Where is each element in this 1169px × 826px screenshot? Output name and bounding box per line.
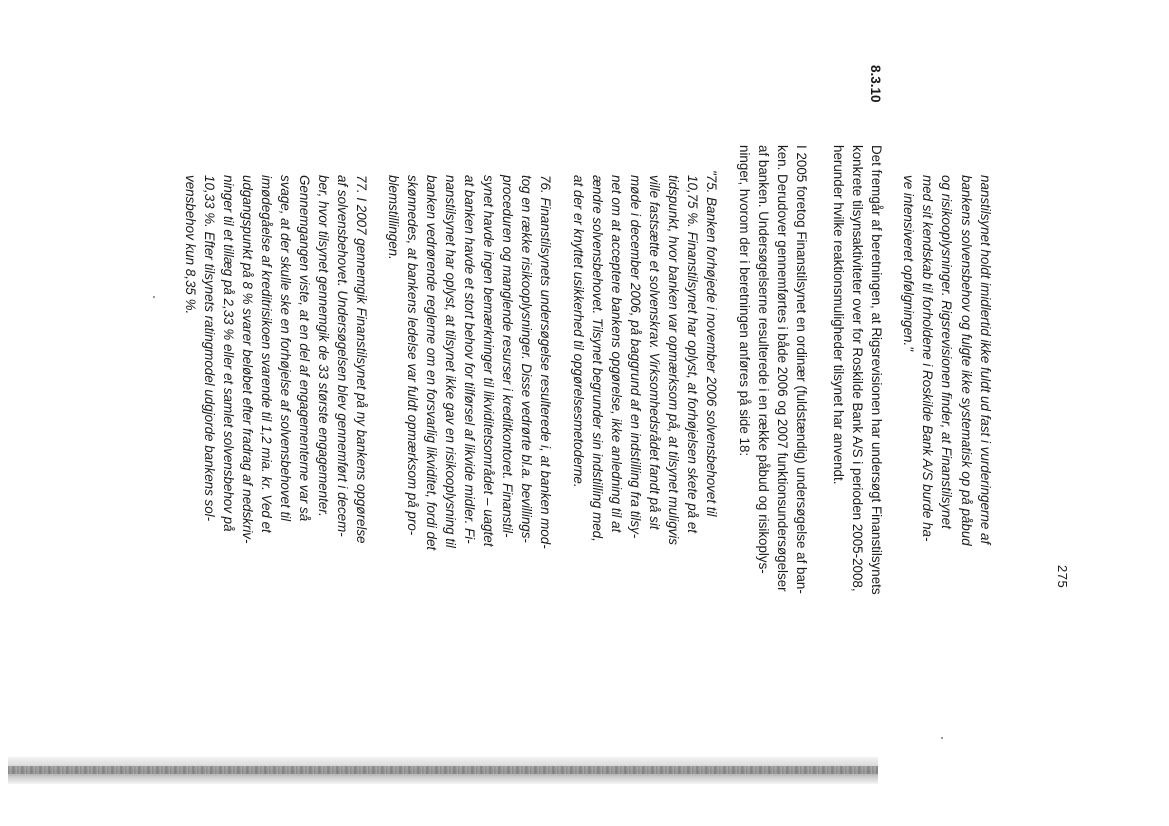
quote-77-line: ninger til et tillæg på 2,33 % eller et samlet solvensbehov på	[221, 175, 236, 532]
quote-75-line: ændre solvensbehovet. Tilsynet begrunder sin indstilling med,	[590, 175, 605, 542]
quote-77-line: vensbehov kun 8,35 %.	[183, 175, 198, 315]
quote-75-line: "75. Banken forhøjede i november 2006 solvensbehovet til	[704, 170, 719, 517]
scan-speck	[153, 296, 155, 298]
quote-76-line: at banken havde et stort behov for tilførsel af likvide midler. Fi-	[462, 175, 477, 544]
paragraph-1-line: herunder hvilke reaktionsmuligheder tilsynet har anvendt.	[831, 145, 846, 485]
quote-75-line: 10,75 %. Finanstilsynet har oplyst, at forhøjelsen skete på et	[685, 175, 700, 534]
quote-76-line: tog en række risikooplysninger. Disse vedrørte bl.a. bevillings-	[519, 175, 534, 543]
quote-75-line: ville fastsætte et solvenskrav. Virksomhedsrådet fandt på sit	[647, 175, 662, 530]
quote-77-line: 10,33 %. Efter tilsynets ratingmodel udgjorde bankens sol-	[202, 175, 217, 522]
scan-speck	[941, 737, 943, 739]
quote-77-line: svage, at der skulle ske en forhøjelse af solvensbehovet til	[278, 175, 293, 522]
quote-77-line: af solvensbehovet. Undersøgelsen blev gennemført i decem-	[335, 175, 350, 537]
paragraph-2-line: af banken. Undersøgelserne resulterede i en række påbud og risikoplys-	[756, 145, 771, 574]
intro-quote-line: bankens solvensbehov og fulgte ikke systematisk op på påbud	[959, 175, 974, 546]
quote-76-line: 76. Finanstilsynets undersøgelse resulterede i, at banken mod-	[538, 175, 553, 549]
section-number: 8.3.10	[868, 65, 883, 103]
quote-76-line: banken vedrørende reglerne om en forsvarlig likviditet, fordi det	[424, 175, 439, 551]
page-number: 275	[1055, 565, 1070, 589]
quote-76-line: skønnedes, at bankens ledelse var fuldt opmærksom på pro-	[405, 175, 420, 536]
paragraph-1-line: Det fremgår af beretningen, at Rigsrevisionen har undersøgt Finanstilsynets	[869, 145, 884, 595]
intro-quote-line: nanstilsynet holdt imidlertid ikke fuldt ud fast i vurderingerne af	[978, 175, 993, 545]
quote-75-line: tidspunkt, hvor banken var opmærksom på, at tilsynet muligvis	[666, 175, 681, 545]
quote-77-line: imødegåelse af kreditrisikoen svarende til 1,2 mia. kr. Ved et	[259, 175, 274, 533]
paragraph-1-line: konkrete tilsynsaktiviteter over for Roskilde Bank A/S i perioden 2005-2008,	[850, 145, 865, 592]
paragraph-2-line: ninger, hvorom der i beretningen anføres på side 18:	[737, 145, 752, 457]
paragraph-2-line: ken. Derudover gennemførtes i både 2006 og 2007 funktionsundersøgelser	[775, 145, 790, 592]
paragraph-2-line: I 2005 foretog Finanstilsynet en ordinær (fuldstændig) undersøgelse af ban-	[794, 145, 809, 594]
quote-76-line: blemstillingen.	[386, 175, 401, 260]
intro-quote-line: ve intensiveret opfølgningen."	[901, 175, 916, 351]
quote-75-line: møde i december 2006, på baggrund af en indstilling fra tilsy-	[628, 175, 643, 539]
rotated-page-content	[125, 55, 1165, 755]
quote-77-line: ber, hvor tilsynet gennemgik de 33 største engagementer.	[316, 175, 331, 517]
quote-77-line: udgangspunkt på 8 % svarer beløbet efter fradrag af nedskriv-	[240, 175, 255, 544]
quote-76-line: synet havde ingen bemærkninger til likviditetsområdet – uagtet	[481, 175, 496, 547]
quote-75-line: net om at acceptere bankens opgørelse, ikke anledning til at	[609, 175, 624, 533]
quote-77-line: Gennemgangen viste, at en del af engagementerne var så	[297, 175, 312, 522]
quote-76-line: proceduren og manglende resurser i kreditkontoret. Finanstil-	[500, 175, 515, 538]
scan-binding-edge	[8, 766, 878, 774]
quote-77-line: 77. I 2007 gennemgik Finanstilsynet på ny bankens opgørelse	[354, 175, 369, 544]
intro-quote-line: og risikooplysninger. Rigsrevisionen finder, at Finanstilsynet	[939, 175, 954, 529]
quote-76-line: nanstilsynet har oplyst, at tilsynet ikke gav en risikooplysning til	[443, 175, 458, 548]
intro-quote-line: med sit kendskab til forholdene i Roskilde Bank A/S burde ha-	[920, 175, 935, 542]
quote-75-line: at der er knyttet usikkerhed til opgørelsesmetoderne.	[571, 175, 586, 488]
